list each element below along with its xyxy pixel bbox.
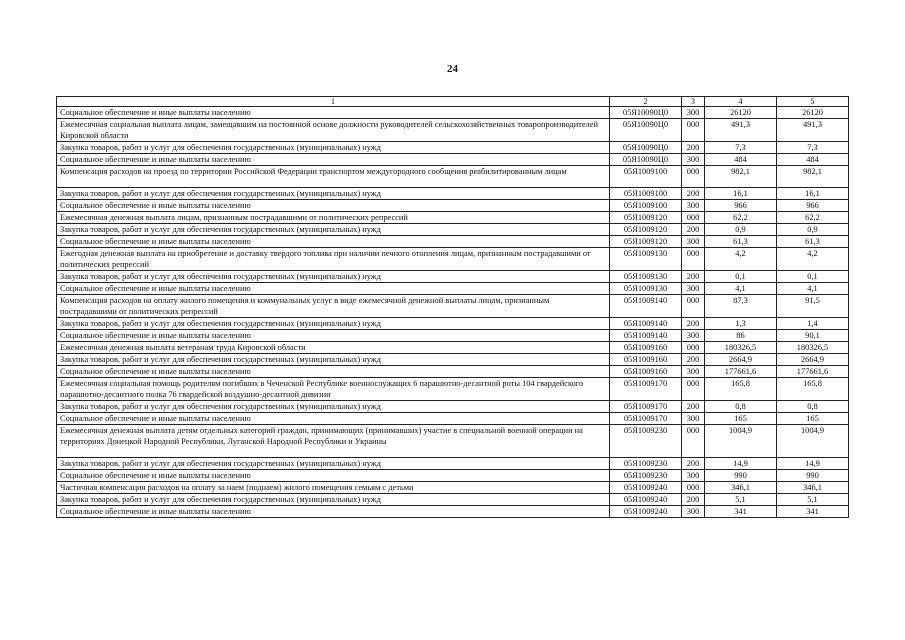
cell-v5: 177661,6 [777, 366, 849, 378]
budget-table [56, 96, 849, 518]
cell-kind: 000 [682, 378, 705, 401]
table-row [57, 283, 849, 295]
cell-code: 05Я1009170 [610, 413, 682, 425]
cell-kind: 200 [682, 401, 705, 413]
cell-code: 05Я1009230 [610, 458, 682, 470]
header-cell-kind: 3 [682, 97, 705, 107]
cell-v4: 0,9 [705, 224, 777, 236]
cell-v4: 346,1 [705, 482, 777, 494]
cell-name: Ежемесячная денежная выплата ветеранам труда Кировской области [57, 342, 610, 354]
cell-v5: 2664,9 [777, 354, 849, 366]
header-cell-name: 1 [57, 97, 610, 107]
cell-v5: 0,8 [777, 401, 849, 413]
cell-code: 05Я1009100 [610, 166, 682, 188]
page-number: 24 [447, 63, 458, 75]
cell-kind: 000 [682, 212, 705, 224]
cell-v4: 484 [705, 154, 777, 166]
cell-v5: 484 [777, 154, 849, 166]
cell-v4: 5,1 [705, 494, 777, 506]
cell-kind: 300 [682, 506, 705, 518]
table-row [57, 224, 849, 236]
cell-v4: 61,3 [705, 236, 777, 248]
header-cell-v4: 4 [705, 97, 777, 107]
cell-code: 05Я1009130 [610, 283, 682, 295]
cell-v5: 1,4 [777, 318, 849, 330]
table-row [57, 212, 849, 224]
cell-name: Социальное обеспечение и иные выплаты населению [57, 236, 610, 248]
cell-v4: 1004,9 [705, 425, 777, 458]
cell-kind: 200 [682, 271, 705, 283]
cell-name: Ежемесячная денежная выплата детям отдельных категорий граждан, принимающих (принимавших) участие в специальной военной операции на территориях Донецкой Народной Республики, Луганской Народной Республики и Украины [57, 425, 610, 458]
cell-v5: 165 [777, 413, 849, 425]
cell-name: Социальное обеспечение и иные выплаты населению [57, 107, 610, 119]
cell-v4: 86 [705, 330, 777, 342]
cell-code: 05Я1009240 [610, 506, 682, 518]
cell-name: Закупка товаров, работ и услуг для обеспечения государственных (муниципальных) нужд [57, 142, 610, 154]
cell-v5: 1004,9 [777, 425, 849, 458]
cell-name: Социальное обеспечение и иные выплаты населению [57, 283, 610, 295]
cell-v5: 165,8 [777, 378, 849, 401]
cell-code: 05Я1009240 [610, 482, 682, 494]
table-row [57, 107, 849, 119]
cell-name: Компенсация расходов на проезд по территории Российской Федерации транспортом междугородного сообщения реабилитированным лицам [57, 166, 610, 188]
cell-v4: 491,3 [705, 119, 777, 142]
cell-v5: 0,1 [777, 271, 849, 283]
table-row [57, 330, 849, 342]
cell-v5: 341 [777, 506, 849, 518]
cell-kind: 200 [682, 318, 705, 330]
cell-v5: 62,2 [777, 212, 849, 224]
cell-name: Закупка товаров, работ и услуг для обеспечения государственных (муниципальных) нужд [57, 494, 610, 506]
cell-kind: 300 [682, 366, 705, 378]
cell-v4: 2664,9 [705, 354, 777, 366]
cell-kind: 300 [682, 236, 705, 248]
table-row [57, 342, 849, 354]
cell-kind: 300 [682, 470, 705, 482]
cell-v4: 982,1 [705, 166, 777, 188]
cell-kind: 000 [682, 248, 705, 271]
cell-kind: 000 [682, 425, 705, 458]
cell-v5: 982,1 [777, 166, 849, 188]
table-row [57, 458, 849, 470]
cell-kind: 200 [682, 142, 705, 154]
table-row [57, 188, 849, 200]
cell-name: Ежемесячная социальная выплата лицам, замещавшим на постоянной основе должности руководителей сельскохозяйственных товаропроизводителей Кировской области [57, 119, 610, 142]
cell-code: 05Я1009100 [610, 188, 682, 200]
cell-name: Ежегодная денежная выплата на приобретение и доставку твердого топлива при наличии печного отопления лицам, признанным пострадавшими от политических репрессий [57, 248, 610, 271]
table-row [57, 295, 849, 318]
cell-kind: 300 [682, 283, 705, 295]
table-row [57, 354, 849, 366]
cell-name: Социальное обеспечение и иные выплаты населению [57, 413, 610, 425]
header-row [57, 97, 849, 107]
cell-code: 05Я1009170 [610, 378, 682, 401]
cell-name: Частичная компенсация расходов на оплату за наем (поднаем) жилого помещения семьям с детьми [57, 482, 610, 494]
table-row [57, 482, 849, 494]
cell-v4: 177661,6 [705, 366, 777, 378]
cell-code: 05Я10090Ц0 [610, 142, 682, 154]
table-row [57, 413, 849, 425]
cell-kind: 000 [682, 482, 705, 494]
cell-code: 05Я1009120 [610, 236, 682, 248]
cell-code: 05Я1009160 [610, 354, 682, 366]
cell-code: 05Я1009230 [610, 425, 682, 458]
cell-kind: 000 [682, 119, 705, 142]
cell-code: 05Я1009100 [610, 200, 682, 212]
cell-v5: 90,1 [777, 330, 849, 342]
cell-code: 05Я1009130 [610, 271, 682, 283]
table-row [57, 494, 849, 506]
table-row [57, 200, 849, 212]
cell-v5: 0,9 [777, 224, 849, 236]
cell-kind: 000 [682, 295, 705, 318]
cell-kind: 300 [682, 413, 705, 425]
table-row [57, 318, 849, 330]
cell-name: Закупка товаров, работ и услуг для обеспечения государственных (муниципальных) нужд [57, 401, 610, 413]
cell-v4: 7,3 [705, 142, 777, 154]
cell-kind: 300 [682, 154, 705, 166]
cell-kind: 200 [682, 494, 705, 506]
cell-name: Закупка товаров, работ и услуг для обеспечения государственных (муниципальных) нужд [57, 458, 610, 470]
header-cell-code: 2 [610, 97, 682, 107]
cell-code: 05Я1009160 [610, 342, 682, 354]
cell-v4: 62,2 [705, 212, 777, 224]
cell-name: Закупка товаров, работ и услуг для обеспечения государственных (муниципальных) нужд [57, 354, 610, 366]
cell-v4: 87,3 [705, 295, 777, 318]
cell-code: 05Я1009230 [610, 470, 682, 482]
cell-v5: 966 [777, 200, 849, 212]
cell-code: 05Я1009140 [610, 330, 682, 342]
cell-v5: 180326,5 [777, 342, 849, 354]
table-row [57, 166, 849, 188]
cell-name: Ежемесячная социальная помощь родителям погибших в Чеченской Республике военнослужащих 6 парашютно-десантной роты 104 гвардейского парашютно-десантного полка 76 гвардейской воздушно-десантной дивизии [57, 378, 610, 401]
cell-name: Закупка товаров, работ и услуг для обеспечения государственных (муниципальных) нужд [57, 271, 610, 283]
table-row [57, 506, 849, 518]
cell-kind: 200 [682, 224, 705, 236]
table-row [57, 425, 849, 458]
cell-name: Социальное обеспечение и иные выплаты населению [57, 366, 610, 378]
cell-v4: 4,2 [705, 248, 777, 271]
cell-v5: 61,3 [777, 236, 849, 248]
cell-v5: 990 [777, 470, 849, 482]
table-row [57, 119, 849, 142]
cell-v5: 7,3 [777, 142, 849, 154]
cell-name: Социальное обеспечение и иные выплаты населению [57, 330, 610, 342]
cell-name: Ежемесячная денежная выплата лицам, признанным пострадавшими от политических репрессий [57, 212, 610, 224]
cell-code: 05Я1009140 [610, 295, 682, 318]
cell-kind: 200 [682, 458, 705, 470]
cell-name: Закупка товаров, работ и услуг для обеспечения государственных (муниципальных) нужд [57, 224, 610, 236]
cell-v4: 26120 [705, 107, 777, 119]
cell-name: Компенсация расходов на оплату жилого помещения и коммунальных услуг в виде ежемесячной денежной выплаты лицам, признанным пострадавшими от политических репрессий [57, 295, 610, 318]
cell-v4: 0,1 [705, 271, 777, 283]
cell-v5: 16,1 [777, 188, 849, 200]
cell-name: Социальное обеспечение и иные выплаты населению [57, 154, 610, 166]
cell-code: 05Я10090Ц0 [610, 119, 682, 142]
cell-v5: 14,9 [777, 458, 849, 470]
table-row [57, 401, 849, 413]
table-row [57, 154, 849, 166]
cell-name: Закупка товаров, работ и услуг для обеспечения государственных (муниципальных) нужд [57, 188, 610, 200]
table-row [57, 142, 849, 154]
cell-kind: 000 [682, 166, 705, 188]
cell-code: 05Я1009240 [610, 494, 682, 506]
cell-code: 05Я1009120 [610, 212, 682, 224]
cell-name: Социальное обеспечение и иные выплаты населению [57, 506, 610, 518]
cell-code: 05Я10090Ц0 [610, 154, 682, 166]
cell-v4: 990 [705, 470, 777, 482]
cell-kind: 300 [682, 107, 705, 119]
cell-code: 05Я1009160 [610, 366, 682, 378]
cell-v4: 16,1 [705, 188, 777, 200]
cell-v5: 26120 [777, 107, 849, 119]
table-row [57, 470, 849, 482]
cell-v4: 966 [705, 200, 777, 212]
cell-v4: 4,1 [705, 283, 777, 295]
cell-code: 05Я1009170 [610, 401, 682, 413]
cell-v4: 165,8 [705, 378, 777, 401]
header-cell-v5: 5 [777, 97, 849, 107]
cell-v4: 14,9 [705, 458, 777, 470]
cell-v4: 165 [705, 413, 777, 425]
cell-kind: 300 [682, 330, 705, 342]
cell-v5: 491,3 [777, 119, 849, 142]
cell-name: Социальное обеспечение и иные выплаты населению [57, 200, 610, 212]
table-row [57, 236, 849, 248]
table-row [57, 378, 849, 401]
cell-v5: 91,5 [777, 295, 849, 318]
cell-name: Социальное обеспечение и иные выплаты населению [57, 470, 610, 482]
cell-kind: 200 [682, 354, 705, 366]
cell-v4: 0,8 [705, 401, 777, 413]
cell-v4: 180326,5 [705, 342, 777, 354]
cell-name: Закупка товаров, работ и услуг для обеспечения государственных (муниципальных) нужд [57, 318, 610, 330]
cell-v5: 4,1 [777, 283, 849, 295]
cell-kind: 200 [682, 188, 705, 200]
cell-code: 05Я1009120 [610, 224, 682, 236]
cell-code: 05Я10090Ц0 [610, 107, 682, 119]
table-row [57, 248, 849, 271]
table-row [57, 271, 849, 283]
cell-kind: 000 [682, 342, 705, 354]
cell-v5: 346,1 [777, 482, 849, 494]
cell-v5: 4,2 [777, 248, 849, 271]
cell-v4: 341 [705, 506, 777, 518]
cell-code: 05Я1009140 [610, 318, 682, 330]
cell-code: 05Я1009130 [610, 248, 682, 271]
cell-v5: 5,1 [777, 494, 849, 506]
table-row [57, 366, 849, 378]
cell-v4: 1,3 [705, 318, 777, 330]
cell-kind: 300 [682, 200, 705, 212]
